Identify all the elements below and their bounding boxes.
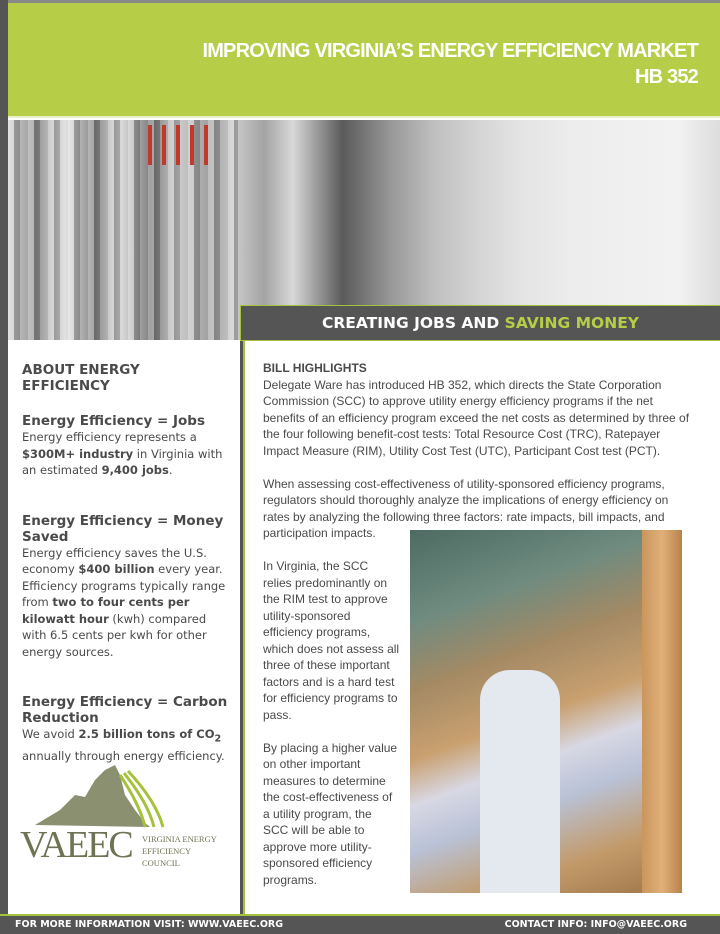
header xyxy=(8,3,720,118)
sidebar xyxy=(22,362,232,798)
jobs-text: Energy efficiency represents a $300M+ industry in Virginia with an estimated 9,400 jobs. xyxy=(22,430,223,477)
website-link[interactable]: FOR MORE INFORMATION VISIT: WWW.VAEEC.ORG xyxy=(15,919,284,930)
contact-email[interactable]: CONTACT INFO: INFO@VAEEC.ORG xyxy=(504,919,687,930)
bill-number: HB 352 xyxy=(634,66,698,88)
page-title: IMPROVING VIRGINIA’S ENERGY EFFICIENCY MARKET xyxy=(202,40,698,62)
footer xyxy=(0,914,720,934)
money-heading: Energy Efficiency = Money Saved xyxy=(22,512,224,545)
section-banner xyxy=(240,305,720,341)
bill-highlights-heading: BILL HIGHLIGHTS xyxy=(263,361,367,375)
banner-highlight: SAVING MONEY xyxy=(504,314,640,332)
money-text: Energy efficiency saves the U.S. economy $400 billion every year. Efficiency programs typically range from two to four cents per kilowatt hour (kwh) compared with 6.5 cents per kwh for other energy sources. xyxy=(22,545,226,659)
paragraph: By placing a higher value on other important measures to determine the cost-effectiveness of a utility program, the SCC will be able to approve more utility-sponsored efficiency programs. xyxy=(263,740,398,887)
vaeec-logo: VAEEC VIRGINIA ENERGY EFFICIENCY COUNCIL xyxy=(20,765,230,865)
insulation-worker-photo xyxy=(410,530,682,893)
sidebar-heading: ABOUT ENERGY EFFICIENCY xyxy=(22,362,140,394)
carbon-text: We avoid 2.5 billion tons of $CO_2$ annually through energy efficiency. xyxy=(22,727,225,763)
carbon-heading: Energy Efficiency = Carbon Reduction xyxy=(22,694,228,726)
column-divider xyxy=(240,341,245,915)
paragraph: When assessing cost-effectiveness of utility-sponsored efficiency programs, regulators should thoroughly analyze the implications of energy efficiency on rates by analyzing the following three factors: rate impacts, bill impacts, and participation impacts. xyxy=(263,476,669,540)
paragraph: Delegate Ware has introduced HB 352, which directs the State Corporation Commission (SCC) to approve utility energy efficiency programs if the net benefits of an efficiency program exceed the net costs as determined by three of the four following benefit-cost tests: Total Resource Cost (TRC), Ratepayer Impact Measure (RIM), Utility Cost Test (UTC), Participant Cost test (PCT). xyxy=(263,377,690,458)
bill-highlights xyxy=(263,360,690,905)
left-strip xyxy=(0,0,8,934)
jobs-heading: Energy Efficiency = Jobs xyxy=(22,413,205,429)
banner-text: CREATING JOBS AND xyxy=(321,314,505,332)
paragraph: In Virginia, the SCC relies predominantly on the RIM test to approve utility-sponsored efficiency programs, which does not assess all three of these important factors and is a hard test for efficiency programs to pass. xyxy=(263,559,400,722)
